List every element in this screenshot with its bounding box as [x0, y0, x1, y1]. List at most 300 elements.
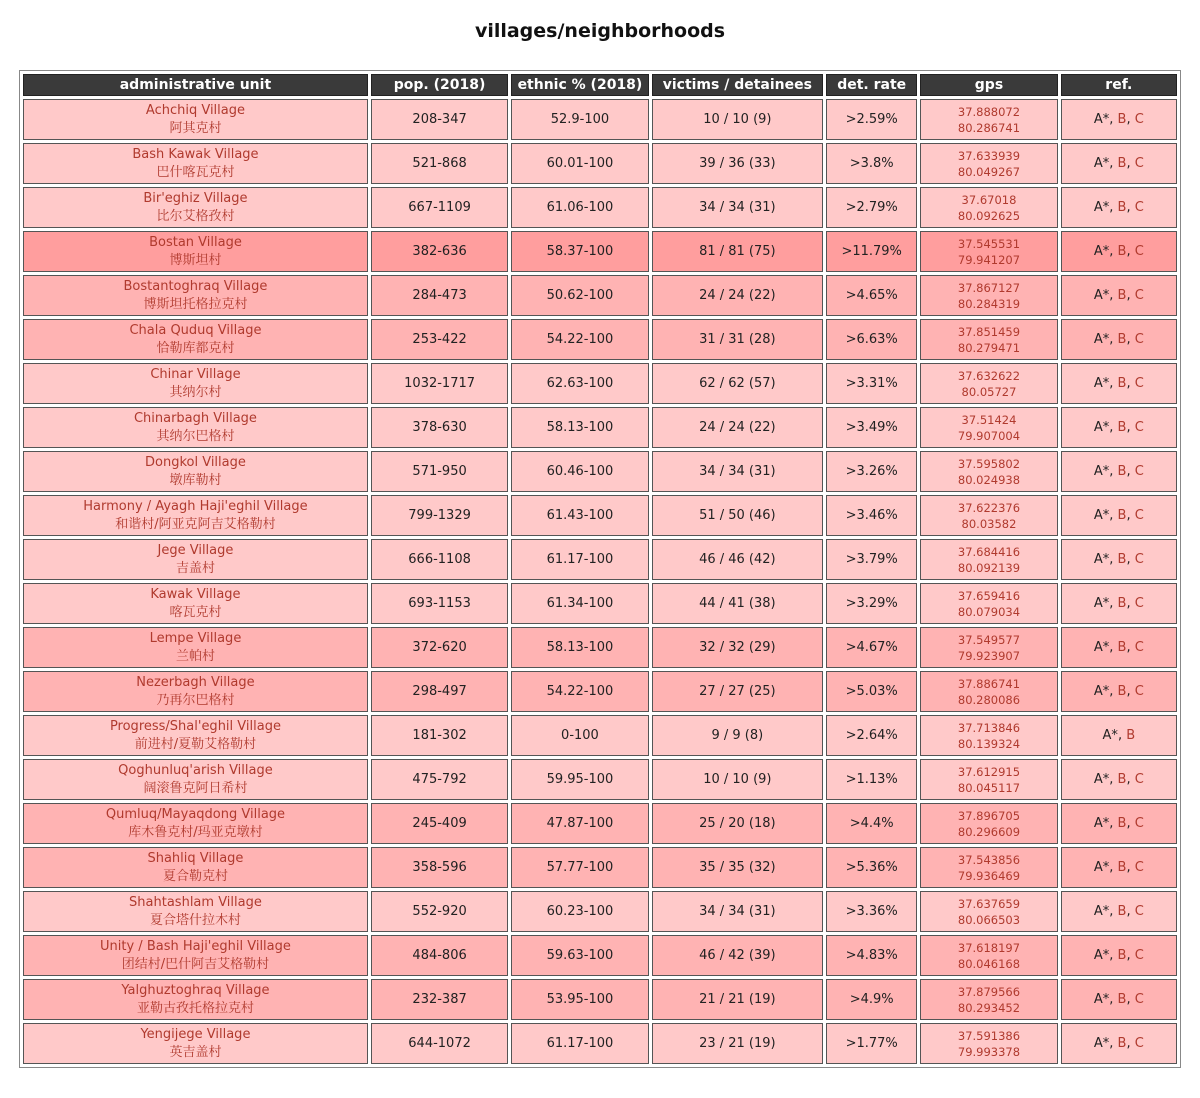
cell-gps: [920, 759, 1057, 800]
ref-separator: ,: [1126, 552, 1135, 567]
ref-link-c[interactable]: C: [1134, 288, 1144, 303]
header-gps[interactable]: gps: [920, 74, 1057, 96]
header-det-rate[interactable]: det. rate: [826, 74, 917, 96]
village-name-zh-link[interactable]: 其纳尔巴格村: [156, 428, 235, 444]
gps-latitude-link[interactable]: 37.851459: [957, 324, 1021, 339]
ref-separator: ,: [1126, 508, 1135, 523]
ref-separator: ,: [1126, 156, 1135, 171]
cell-ref: [1061, 715, 1177, 756]
village-name-en-link[interactable]: Bostantoghraq Village: [123, 278, 268, 294]
cell-administrative-unit: [23, 715, 368, 756]
gps-latitude-link[interactable]: 37.888072: [957, 104, 1021, 119]
cell-ref: [1061, 407, 1177, 448]
ref-separator: ,: [1109, 640, 1118, 655]
cell-victims: 34 / 34 (31): [652, 451, 823, 492]
village-name-en-link[interactable]: Progress/Shal'eghil Village: [109, 718, 281, 734]
cell-administrative-unit: [23, 495, 368, 536]
cell-gps: [920, 583, 1057, 624]
table-row: [23, 451, 1177, 492]
ref-separator: ,: [1126, 376, 1135, 391]
village-name-zh-link[interactable]: 博斯坦托格拉克村: [143, 296, 248, 312]
ref-link-b[interactable]: B: [1117, 904, 1127, 919]
ref-separator: ,: [1109, 948, 1118, 963]
ref-link-b[interactable]: B: [1117, 376, 1127, 391]
ref-a-label: A*: [1093, 860, 1110, 875]
gps-latitude-link[interactable]: 37.684416: [957, 544, 1021, 559]
ref-link-c[interactable]: C: [1134, 420, 1144, 435]
ref-separator: ,: [1109, 376, 1118, 391]
ref-separator: ,: [1126, 112, 1135, 127]
cell-ref: [1061, 627, 1177, 668]
cell-pop: 666-1108: [371, 539, 508, 580]
ref-separator: ,: [1126, 596, 1135, 611]
cell-ref: [1061, 671, 1177, 712]
table-row: [23, 539, 1177, 580]
cell-administrative-unit: [23, 891, 368, 932]
cell-pop: 799-1329: [371, 495, 508, 536]
gps-longitude-link[interactable]: 80.293452: [957, 1000, 1021, 1015]
cell-victims: 46 / 46 (42): [652, 539, 823, 580]
cell-ethnic: 53.95-100: [511, 979, 648, 1020]
village-name-zh-link[interactable]: 吉盖村: [175, 560, 215, 576]
village-name-zh-link[interactable]: 英吉盖村: [169, 1044, 222, 1060]
cell-ethnic: 58.13-100: [511, 407, 648, 448]
village-name-en-link[interactable]: Harmony / Ayagh Haji'eghil Village: [83, 498, 308, 514]
cell-victims: 62 / 62 (57): [652, 363, 823, 404]
ref-a-label: A*: [1093, 112, 1110, 127]
ref-link-b[interactable]: B: [1117, 244, 1127, 259]
gps-longitude-link[interactable]: 79.936469: [957, 868, 1021, 883]
cell-pop: 521-868: [371, 143, 508, 184]
ref-separator: ,: [1109, 420, 1118, 435]
ref-link-c[interactable]: C: [1134, 464, 1144, 479]
gps-latitude-link[interactable]: 37.67018: [961, 192, 1017, 207]
village-name-en-link[interactable]: Qumluq/Mayaqdong Village: [105, 806, 286, 822]
ref-link-b[interactable]: B: [1117, 552, 1127, 567]
village-name-en-link[interactable]: Kawak Village: [150, 586, 241, 602]
cell-gps: [920, 407, 1057, 448]
header-ethnic[interactable]: ethnic % (2018): [511, 74, 648, 96]
ref-link-b[interactable]: B: [1117, 332, 1127, 347]
table-row: [23, 319, 1177, 360]
ref-separator: ,: [1126, 200, 1135, 215]
cell-ethnic: 59.63-100: [511, 935, 648, 976]
ref-link-c[interactable]: C: [1134, 508, 1144, 523]
ref-link-b[interactable]: B: [1117, 156, 1127, 171]
ref-link-b[interactable]: B: [1117, 772, 1127, 787]
header-victims[interactable]: victims / detainees: [652, 74, 823, 96]
cell-ref: [1061, 319, 1177, 360]
cell-ref: [1061, 935, 1177, 976]
ref-separator: ,: [1126, 244, 1135, 259]
village-name-en-link[interactable]: Qoghunluq'arish Village: [118, 762, 273, 778]
cell-det-rate: >3.26%: [826, 451, 917, 492]
cell-victims: 35 / 35 (32): [652, 847, 823, 888]
ref-link-c[interactable]: C: [1134, 860, 1144, 875]
gps-longitude-link[interactable]: 80.024938: [957, 472, 1021, 487]
village-name-en-link[interactable]: Achchiq Village: [145, 102, 245, 118]
village-name-en-link[interactable]: Yalghuztoghraq Village: [121, 982, 270, 998]
table-row: [23, 847, 1177, 888]
cell-pop: 1032-1717: [371, 363, 508, 404]
cell-gps: [920, 671, 1057, 712]
gps-latitude-link[interactable]: 37.51424: [961, 412, 1017, 427]
gps-longitude-link[interactable]: 80.092139: [957, 560, 1021, 575]
gps-longitude-link[interactable]: 79.907004: [957, 428, 1021, 443]
cell-det-rate: >5.36%: [826, 847, 917, 888]
cell-ref: [1061, 363, 1177, 404]
gps-latitude-link[interactable]: 37.612915: [957, 764, 1021, 779]
ref-link-b[interactable]: B: [1117, 596, 1127, 611]
cell-pop: 208-347: [371, 99, 508, 140]
cell-administrative-unit: [23, 451, 368, 492]
gps-latitude-link[interactable]: 37.543856: [957, 852, 1021, 867]
village-name-en-link[interactable]: Yengijege Village: [140, 1026, 251, 1042]
cell-administrative-unit: [23, 1023, 368, 1064]
cell-gps: [920, 143, 1057, 184]
ref-link-c[interactable]: C: [1134, 244, 1144, 259]
village-name-zh-link[interactable]: 其纳尔村: [169, 384, 222, 400]
gps-longitude-link[interactable]: 79.941207: [957, 252, 1021, 267]
gps-longitude-link[interactable]: 80.139324: [957, 736, 1021, 751]
ref-link-b[interactable]: B: [1117, 464, 1127, 479]
cell-ref: [1061, 143, 1177, 184]
ref-link-c[interactable]: C: [1134, 376, 1144, 391]
header-pop[interactable]: pop. (2018): [371, 74, 508, 96]
village-name-zh-link[interactable]: 乃再尔巴格村: [156, 692, 235, 708]
ref-a-label: A*: [1093, 464, 1110, 479]
header-ref[interactable]: ref.: [1061, 74, 1177, 96]
ref-link-b[interactable]: B: [1117, 1036, 1127, 1051]
ref-link-b[interactable]: B: [1117, 684, 1127, 699]
cell-victims: 44 / 41 (38): [652, 583, 823, 624]
gps-latitude-link[interactable]: 37.879566: [957, 984, 1021, 999]
cell-ethnic: 60.01-100: [511, 143, 648, 184]
page-title: villages/neighborhoods: [474, 20, 726, 42]
gps-longitude-link[interactable]: 79.923907: [957, 648, 1021, 663]
cell-administrative-unit: [23, 935, 368, 976]
ref-link-c[interactable]: C: [1134, 596, 1144, 611]
cell-ethnic: 62.63-100: [511, 363, 648, 404]
gps-longitude-link[interactable]: 80.079034: [957, 604, 1021, 619]
ref-separator: ,: [1109, 112, 1118, 127]
gps-latitude-link[interactable]: 37.886741: [957, 676, 1021, 691]
ref-link-b[interactable]: B: [1117, 420, 1127, 435]
ref-separator: ,: [1126, 904, 1135, 919]
gps-longitude-link[interactable]: 80.049267: [957, 164, 1021, 179]
cell-administrative-unit: [23, 275, 368, 316]
gps-longitude-link[interactable]: 80.045117: [957, 780, 1021, 795]
ref-link-c[interactable]: C: [1134, 904, 1144, 919]
cell-pop: 181-302: [371, 715, 508, 756]
cell-gps: [920, 231, 1057, 272]
village-name-en-link[interactable]: Shahtashlam Village: [129, 894, 262, 910]
ref-separator: ,: [1109, 860, 1118, 875]
ref-a-label: A*: [1093, 948, 1110, 963]
cell-pop: 667-1109: [371, 187, 508, 228]
ref-separator: ,: [1109, 464, 1118, 479]
village-name-en-link[interactable]: Bostan Village: [149, 234, 242, 250]
cell-gps: [920, 495, 1057, 536]
table-row: [23, 231, 1177, 272]
ref-link-b[interactable]: B: [1117, 816, 1127, 831]
village-name-en-link[interactable]: Bash Kawak Village: [132, 146, 259, 162]
gps-latitude-link[interactable]: 37.549577: [957, 632, 1021, 647]
gps-latitude-link[interactable]: 37.632622: [957, 368, 1021, 383]
gps-longitude-link[interactable]: 80.296609: [957, 824, 1021, 839]
cell-gps: [920, 187, 1057, 228]
village-name-zh-link[interactable]: 夏合勒克村: [162, 868, 228, 884]
cell-pop: 253-422: [371, 319, 508, 360]
village-name-en-link[interactable]: Shahliq Village: [147, 850, 244, 866]
cell-pop: 475-792: [371, 759, 508, 800]
cell-victims: 25 / 20 (18): [652, 803, 823, 844]
table-row: [23, 363, 1177, 404]
village-name-zh-link[interactable]: 和谐村/阿亚克阿吉艾格勒村: [115, 516, 276, 532]
table-row: [23, 407, 1177, 448]
cell-victims: 34 / 34 (31): [652, 891, 823, 932]
gps-latitude-link[interactable]: 37.622376: [957, 500, 1021, 515]
cell-ethnic: 47.87-100: [511, 803, 648, 844]
cell-ref: [1061, 759, 1177, 800]
gps-longitude-link[interactable]: 80.05727: [961, 384, 1017, 399]
ref-link-c[interactable]: C: [1134, 772, 1144, 787]
cell-victims: 51 / 50 (46): [652, 495, 823, 536]
cell-ethnic: 61.17-100: [511, 1023, 648, 1064]
cell-ref: [1061, 539, 1177, 580]
ref-link-c[interactable]: C: [1134, 112, 1144, 127]
cell-victims: 10 / 10 (9): [652, 759, 823, 800]
village-name-en-link[interactable]: Chinarbagh Village: [133, 410, 257, 426]
ref-link-c[interactable]: C: [1134, 332, 1144, 347]
cell-ref: [1061, 583, 1177, 624]
gps-latitude-link[interactable]: 37.545531: [957, 236, 1021, 251]
cell-det-rate: >4.83%: [826, 935, 917, 976]
cell-victims: 34 / 34 (31): [652, 187, 823, 228]
ref-separator: ,: [1126, 684, 1135, 699]
ref-a-label: A*: [1093, 992, 1110, 1007]
ref-separator: ,: [1117, 728, 1127, 743]
cell-det-rate: >1.77%: [826, 1023, 917, 1064]
cell-gps: [920, 979, 1057, 1020]
cell-administrative-unit: [23, 979, 368, 1020]
gps-longitude-link[interactable]: 80.286741: [957, 120, 1021, 135]
village-name-en-link[interactable]: Lempe Village: [149, 630, 242, 646]
ref-separator: ,: [1126, 640, 1135, 655]
gps-latitude-link[interactable]: 37.633939: [957, 148, 1021, 163]
village-name-zh-link[interactable]: 阿其克村: [169, 120, 222, 136]
gps-longitude-link[interactable]: 80.280086: [957, 692, 1021, 707]
ref-link-b[interactable]: B: [1117, 112, 1127, 127]
cell-ref: [1061, 803, 1177, 844]
village-name-zh-link[interactable]: 喀瓦克村: [169, 604, 222, 620]
gps-latitude-link[interactable]: 37.637659: [957, 896, 1021, 911]
cell-ethnic: 58.37-100: [511, 231, 648, 272]
cell-det-rate: >6.63%: [826, 319, 917, 360]
ref-link-b[interactable]: B: [1117, 508, 1127, 523]
village-name-en-link[interactable]: Chinar Village: [150, 366, 241, 382]
cell-pop: 358-596: [371, 847, 508, 888]
cell-victims: 21 / 21 (19): [652, 979, 823, 1020]
cell-victims: 31 / 31 (28): [652, 319, 823, 360]
ref-a-label: A*: [1093, 244, 1110, 259]
ref-link-b[interactable]: B: [1117, 640, 1127, 655]
ref-a-label: A*: [1093, 200, 1110, 215]
gps-latitude-link[interactable]: 37.659416: [957, 588, 1021, 603]
table-row: [23, 583, 1177, 624]
cell-victims: 24 / 24 (22): [652, 407, 823, 448]
ref-separator: ,: [1126, 948, 1135, 963]
gps-longitude-link[interactable]: 80.092625: [957, 208, 1021, 223]
village-name-zh-link[interactable]: 亚勒古孜托格拉克村: [136, 1000, 254, 1016]
ref-separator: ,: [1126, 464, 1135, 479]
ref-separator: ,: [1109, 552, 1118, 567]
cell-ethnic: 0-100: [511, 715, 648, 756]
village-name-en-link[interactable]: Chala Quduq Village: [129, 322, 262, 338]
gps-latitude-link[interactable]: 37.591386: [957, 1028, 1021, 1043]
cell-ethnic: 60.46-100: [511, 451, 648, 492]
cell-victims: 39 / 36 (33): [652, 143, 823, 184]
cell-pop: 232-387: [371, 979, 508, 1020]
village-name-en-link[interactable]: Nezerbagh Village: [136, 674, 255, 690]
gps-longitude-link[interactable]: 80.046168: [957, 956, 1021, 971]
gps-longitude-link[interactable]: 80.066503: [957, 912, 1021, 927]
village-name-zh-link[interactable]: 博斯坦村: [169, 252, 222, 268]
cell-victims: 9 / 9 (8): [652, 715, 823, 756]
cell-pop: 644-1072: [371, 1023, 508, 1064]
cell-victims: 23 / 21 (19): [652, 1023, 823, 1064]
gps-longitude-link[interactable]: 80.279471: [957, 340, 1021, 355]
table-body: [23, 99, 1177, 1064]
ref-link-b[interactable]: B: [1117, 948, 1127, 963]
village-name-zh-link[interactable]: 兰帕村: [175, 648, 215, 664]
gps-longitude-link[interactable]: 79.993378: [957, 1044, 1021, 1059]
cell-ethnic: 54.22-100: [511, 319, 648, 360]
cell-det-rate: >11.79%: [826, 231, 917, 272]
ref-link-c[interactable]: C: [1134, 640, 1144, 655]
village-name-zh-link[interactable]: 恰勒库都克村: [156, 340, 235, 356]
village-name-zh-link[interactable]: 团结村/巴什阿吉艾格勒村: [121, 956, 270, 972]
village-name-en-link[interactable]: Dongkol Village: [145, 454, 246, 470]
ref-link-c[interactable]: C: [1134, 684, 1144, 699]
cell-ref: [1061, 495, 1177, 536]
ref-a-label: A*: [1093, 1036, 1110, 1051]
village-name-zh-link[interactable]: 夏合塔什拉木村: [149, 912, 241, 928]
cell-gps: [920, 627, 1057, 668]
cell-ref: [1061, 275, 1177, 316]
village-name-zh-link[interactable]: 前进村/夏勒艾格勒村: [134, 736, 257, 752]
village-name-zh-link[interactable]: 比尔艾格孜村: [156, 208, 235, 224]
cell-pop: 378-630: [371, 407, 508, 448]
cell-ref: [1061, 891, 1177, 932]
cell-gps: [920, 363, 1057, 404]
cell-administrative-unit: [23, 759, 368, 800]
cell-pop: 693-1153: [371, 583, 508, 624]
ref-a-label: A*: [1093, 596, 1110, 611]
cell-pop: 552-920: [371, 891, 508, 932]
cell-ethnic: 57.77-100: [511, 847, 648, 888]
gps-latitude-link[interactable]: 37.595802: [957, 456, 1021, 471]
table-row: [23, 935, 1177, 976]
cell-administrative-unit: [23, 319, 368, 360]
ref-separator: ,: [1126, 860, 1135, 875]
cell-administrative-unit: [23, 847, 368, 888]
ref-separator: ,: [1126, 992, 1135, 1007]
cell-ethnic: 60.23-100: [511, 891, 648, 932]
ref-link-c[interactable]: C: [1134, 1036, 1144, 1051]
cell-gps: [920, 539, 1057, 580]
ref-a-label: A*: [1093, 684, 1110, 699]
cell-pop: 382-636: [371, 231, 508, 272]
cell-gps: [920, 319, 1057, 360]
gps-longitude-link[interactable]: 80.284319: [957, 296, 1021, 311]
ref-link-b[interactable]: B: [1117, 288, 1127, 303]
table-row: [23, 275, 1177, 316]
ref-link-c[interactable]: C: [1134, 948, 1144, 963]
gps-latitude-link[interactable]: 37.896705: [957, 808, 1021, 823]
ref-separator: ,: [1109, 772, 1118, 787]
ref-link-b[interactable]: B: [1117, 992, 1127, 1007]
village-name-zh-link[interactable]: 库木鲁克村/玛亚克墩村: [128, 824, 263, 840]
cell-pop: 298-497: [371, 671, 508, 712]
village-name-en-link[interactable]: Jege Village: [157, 542, 234, 558]
ref-link-b[interactable]: B: [1126, 728, 1136, 743]
cell-victims: 10 / 10 (9): [652, 99, 823, 140]
ref-link-c[interactable]: C: [1134, 552, 1144, 567]
ref-a-label: A*: [1093, 376, 1110, 391]
ref-link-c[interactable]: C: [1134, 156, 1144, 171]
table-row: [23, 1023, 1177, 1064]
ref-a-label: A*: [1093, 288, 1110, 303]
gps-longitude-link[interactable]: 80.03582: [961, 516, 1017, 531]
cell-det-rate: >3.79%: [826, 539, 917, 580]
header-administrative-unit[interactable]: administrative unit: [23, 74, 368, 96]
header-row: [23, 74, 1177, 96]
ref-link-c[interactable]: C: [1134, 200, 1144, 215]
gps-latitude-link[interactable]: 37.713846: [957, 720, 1021, 735]
cell-det-rate: >4.65%: [826, 275, 917, 316]
ref-separator: ,: [1109, 508, 1118, 523]
village-name-zh-link[interactable]: 阔滚鲁克阿日希村: [143, 780, 248, 796]
ref-a-label: A*: [1093, 816, 1110, 831]
village-name-zh-link[interactable]: 墩库勒村: [169, 472, 222, 488]
gps-latitude-link[interactable]: 37.867127: [957, 280, 1021, 295]
village-name-en-link[interactable]: Unity / Bash Haji'eghil Village: [100, 938, 291, 954]
cell-det-rate: >2.64%: [826, 715, 917, 756]
ref-a-label: A*: [1093, 904, 1110, 919]
ref-separator: ,: [1126, 1036, 1135, 1051]
ref-a-label: A*: [1102, 728, 1118, 743]
ref-link-b[interactable]: B: [1117, 200, 1127, 215]
cell-det-rate: >4.67%: [826, 627, 917, 668]
cell-administrative-unit: [23, 407, 368, 448]
cell-ref: [1061, 1023, 1177, 1064]
ref-separator: ,: [1109, 244, 1118, 259]
ref-separator: ,: [1109, 596, 1118, 611]
cell-victims: 32 / 32 (29): [652, 627, 823, 668]
ref-a-label: A*: [1093, 640, 1110, 655]
ref-link-c[interactable]: C: [1134, 816, 1144, 831]
ref-link-b[interactable]: B: [1117, 860, 1127, 875]
village-name-en-link[interactable]: Bir'eghiz Village: [143, 190, 248, 206]
gps-latitude-link[interactable]: 37.618197: [957, 940, 1021, 955]
village-name-zh-link[interactable]: 巴什喀瓦克村: [156, 164, 235, 180]
cell-pop: 245-409: [371, 803, 508, 844]
cell-ref: [1061, 99, 1177, 140]
table-row: [23, 187, 1177, 228]
ref-separator: ,: [1126, 288, 1135, 303]
ref-link-c[interactable]: C: [1134, 992, 1144, 1007]
